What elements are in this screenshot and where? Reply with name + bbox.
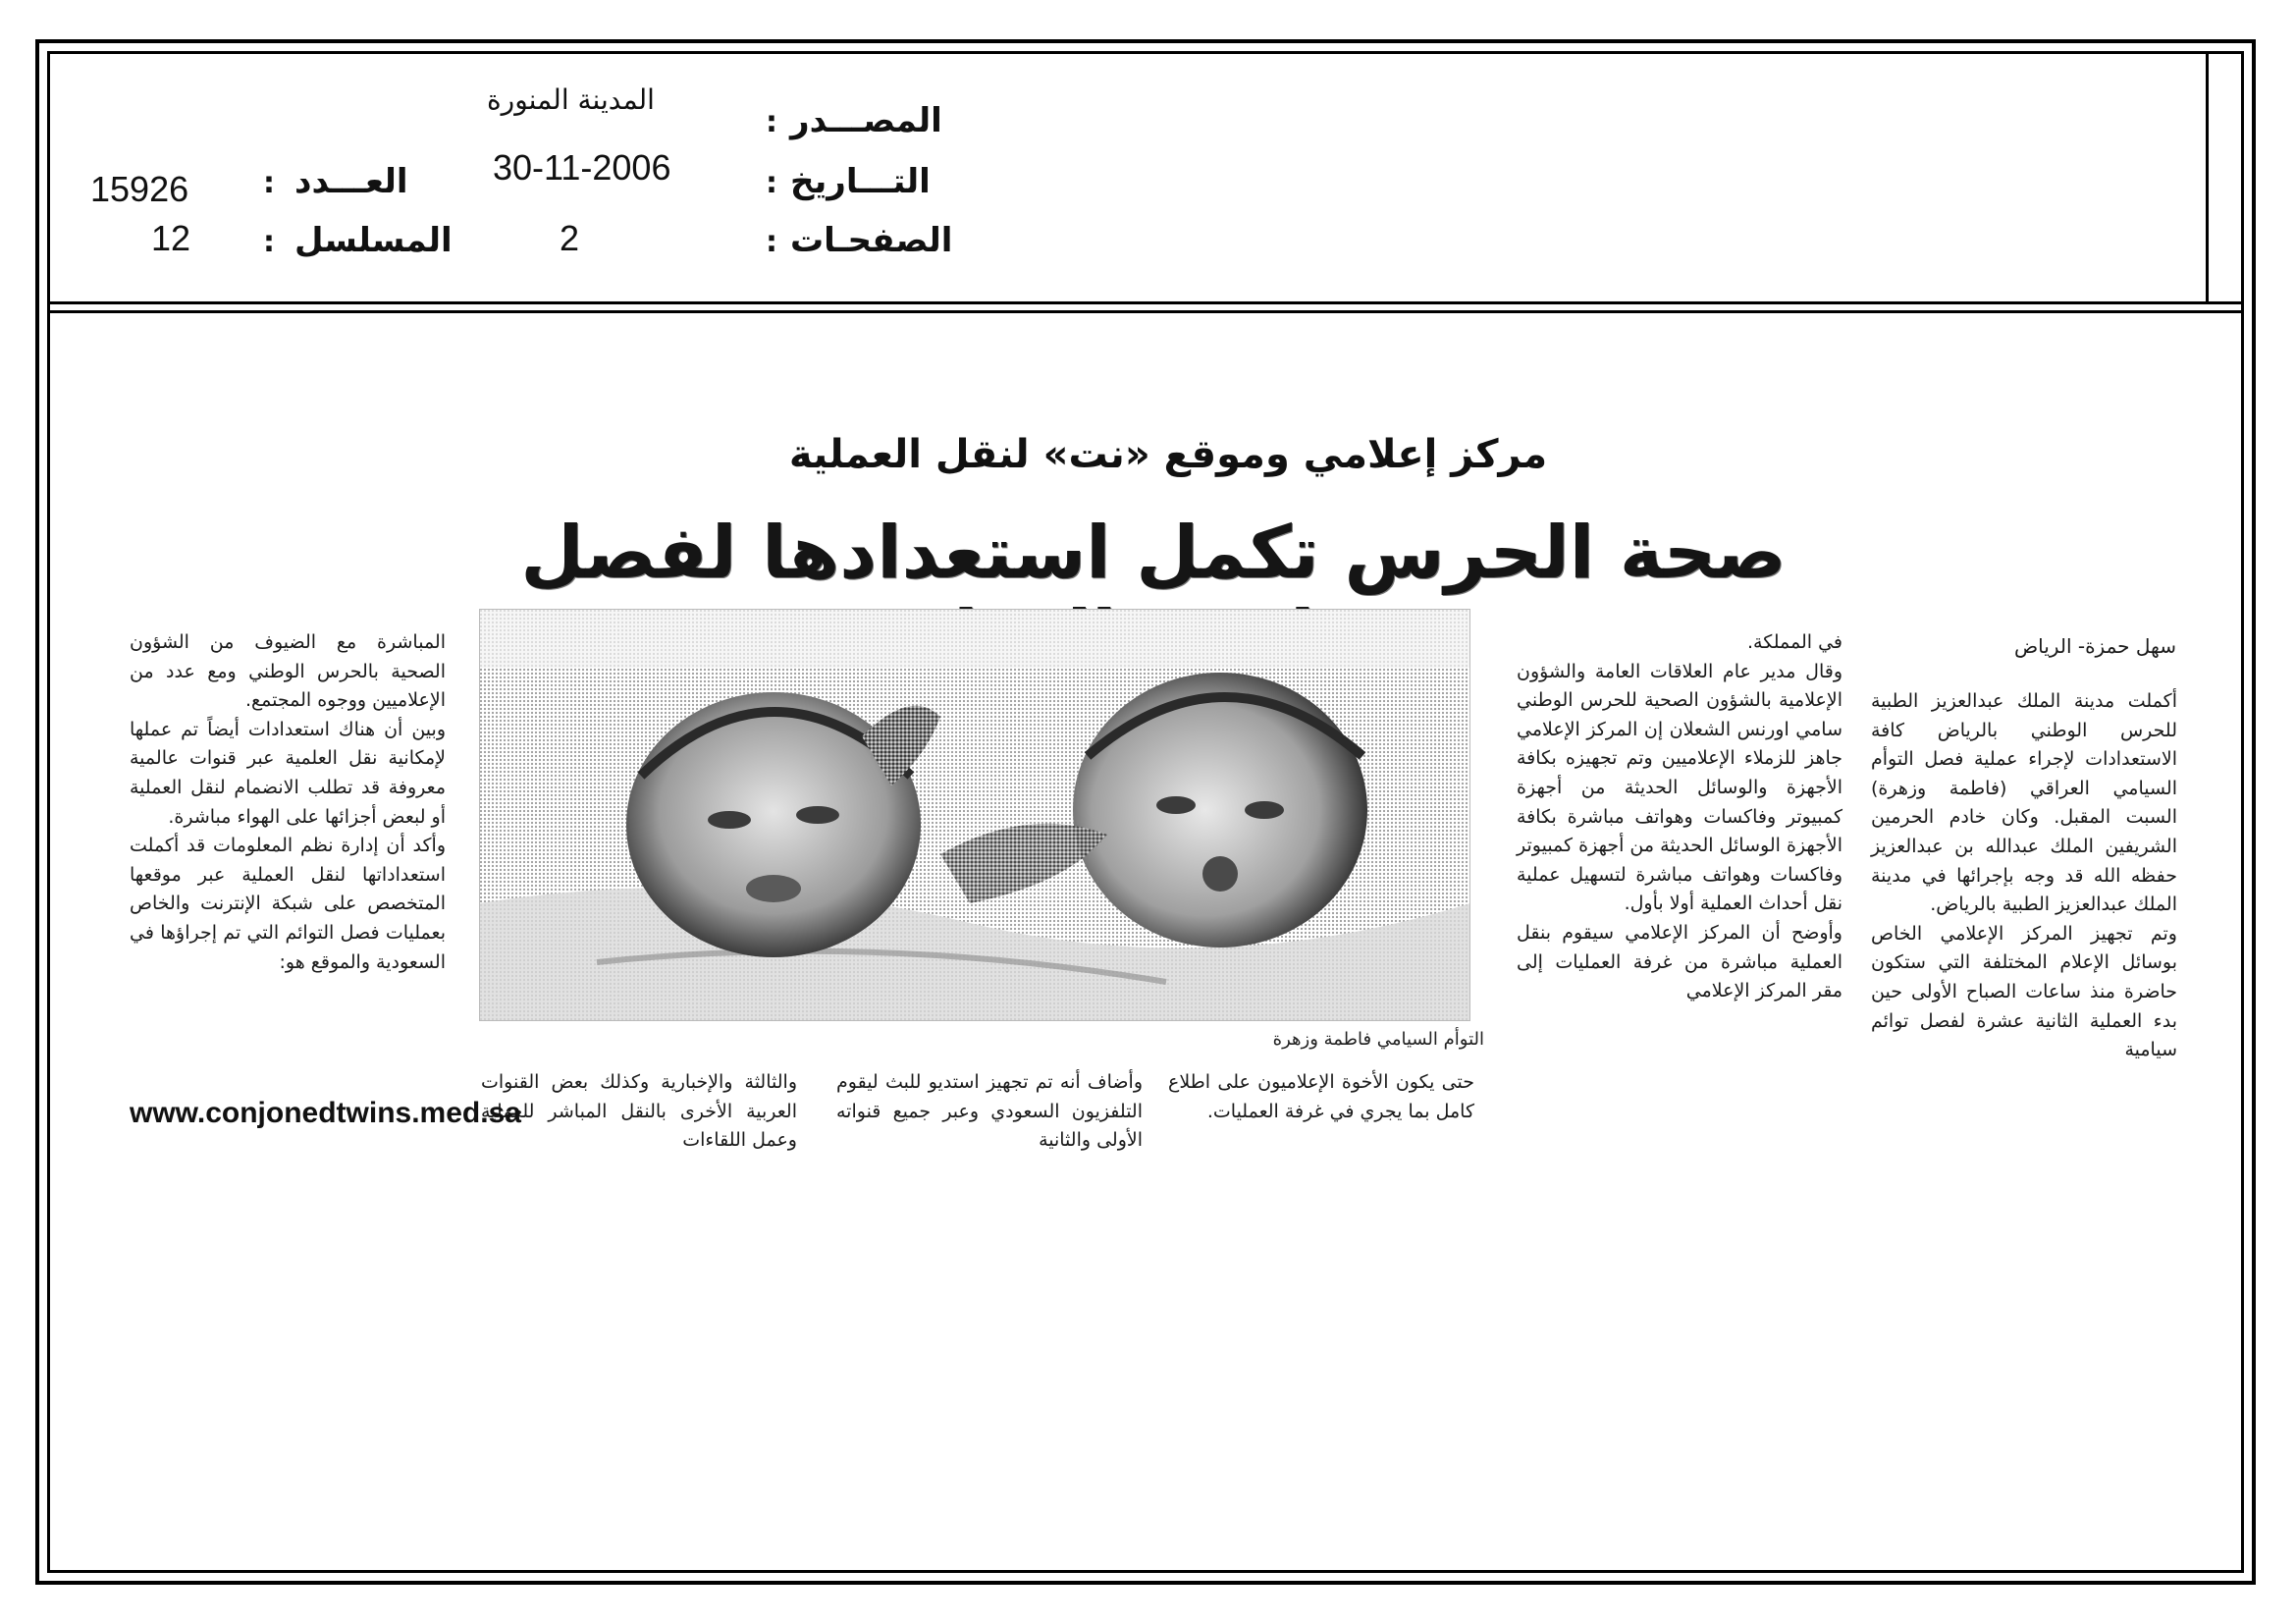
article-column-4 <box>836 1068 1143 1156</box>
website-url: www.conjonedtwins.med.sa <box>130 1097 521 1129</box>
date-label: التـــاريخ <box>790 162 931 201</box>
pages-value: 2 <box>560 218 580 258</box>
source-label: المصـــدر <box>790 101 942 140</box>
paragraph: وأوضح أن المركز الإعلامي سيقوم بنقل العملية مباشرة من غرفة العمليات إلى مقر المركز الإعلامي <box>1517 921 1842 1002</box>
article-column-3 <box>1168 1068 1474 1126</box>
paragraph: وبين أن هناك استعدادات أيضاً تم عملها لإمكانية نقل العلمية عبر قنوات عالمية معروفة قد تطلب الانضمام لنقل العملية أو لبعض أجزائها على الهواء مباشرة. <box>130 718 446 828</box>
article-column-5 <box>481 1068 797 1156</box>
article-headline: صحة الحرس تكمل استعدادها لفصل <box>520 511 1787 595</box>
article-column-6 <box>130 628 446 977</box>
date-value: 30-11-2006 <box>493 147 671 188</box>
paragraph: وقال مدير عام العلاقات العامة والشؤون الإعلامية بالشؤون الصحية للحرس الوطني سامي اورنس الشعلان إن المركز الإعلامي جاهز للزملاء الإعلاميين وتم تجهيزه بكافة الأجهزة والوسائل الحديثة من أجهزة كمبيوتر وفاكسات وهواتف مباشرة بكافة الأجهزة الوسائل الحديثة من أجهزة كمبيوتر وفاكسات وهواتف مباشرة لتسهيل عملية نقل أحداث العملية أولا بأول. <box>1517 660 1842 915</box>
serial-colon: : <box>263 225 275 259</box>
article-column-2 <box>1517 628 1842 1006</box>
paragraph: والثالثة والإخبارية وكذلك بعض القنوات العربية الأخرى بالنقل المباشر للعملية وعمل اللقاءات <box>481 1071 797 1152</box>
serial-value: 12 <box>151 218 191 258</box>
article-kicker: مركز إعلامي وموقع «نت» لنقل العملية <box>788 432 1548 477</box>
article-column-1 <box>1871 687 2177 1065</box>
header-divider <box>47 301 2244 313</box>
paragraph: المباشرة مع الضيوف من الشؤون الصحية بالحرس الوطني ومع عدد من الإعلاميين ووجوه المجتمع. <box>130 631 446 712</box>
paragraph: حتى يكون الأخوة الإعلاميون على اطلاع كامل بما يجري في غرفة العمليات. <box>1168 1071 1474 1122</box>
source-colon: : <box>766 105 777 139</box>
serial-label: المسلسل <box>294 221 453 260</box>
twins-photo <box>479 609 1470 1021</box>
paragraph: في المملكة. <box>1746 631 1842 653</box>
paragraph: أكملت مدينة الملك عبدالعزيز الطبية للحرس الوطني بالرياض كافة الاستعدادات لإجراء عملية فصل التوأم السيامي العراقي (فاطمة وزهرة) السبت المقبل. وكان خادم الحرمين الشريفين الملك عبدالله بن عبدالعزيز حفظه الله قد وجه بإجرائها في مدينة الملك عبدالعزيز الطبية بالرياض. <box>1871 690 2177 916</box>
source-value: المدينة المنورة <box>487 83 655 116</box>
issue-colon: : <box>263 166 275 200</box>
header-right-border <box>2206 51 2209 304</box>
pages-colon: : <box>766 225 777 259</box>
article-byline: سهل حمزة- الرياض <box>2013 634 2176 658</box>
paragraph: وتم تجهيز المركز الإعلامي الخاص بوسائل الإعلام المختلفة التي ستكون حاضرة منذ ساعات الصباح الأولى حين بدء العملية الثانية عشرة لفصل توائم سيامية <box>1871 922 2177 1061</box>
pages-label: الصفحـات <box>790 221 953 260</box>
issue-label: العـــدد <box>294 162 408 201</box>
date-colon: : <box>766 166 777 200</box>
paragraph: وأضاف أنه تم تجهيز استديو للبث ليقوم التلفزيون السعودي وعبر جميع قنواته الأولى والثانية <box>836 1071 1143 1152</box>
photo-caption: التوأم السيامي فاطمة وزهرة <box>1272 1029 1484 1050</box>
issue-value: 15926 <box>90 169 189 209</box>
paragraph: وأكد أن إدارة نظم المعلومات قد أكملت استعداداتها لنقل العملية عبر موقعها المتخصص على شبكة الإنترنت والخاص بعمليات فصل التوائم التي تم إجراؤها في السعودية والموقع هو: <box>130 835 446 973</box>
